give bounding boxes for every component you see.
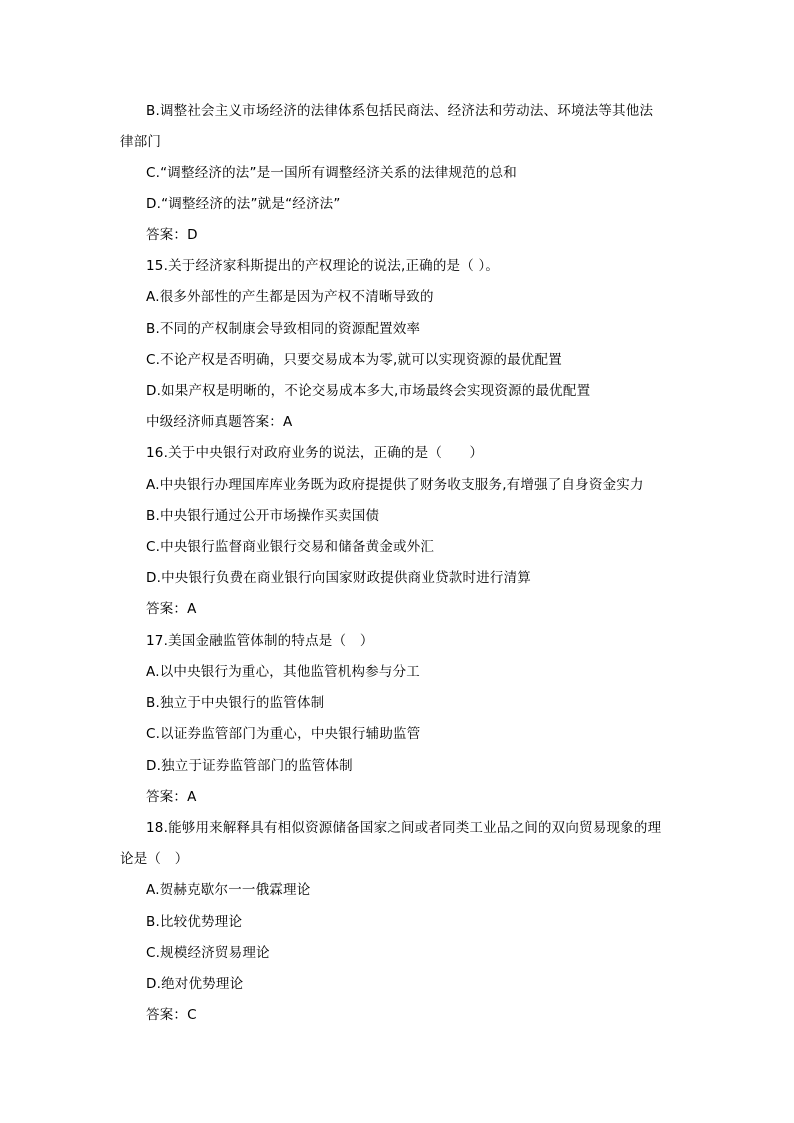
q16-option-b: B.中央银行通过公开市场操作买卖国债 [146,508,380,524]
q18-option-a: A.贺赫克歇尔一一俄霖理论 [146,882,311,898]
answer-line: 答案：D [146,227,198,243]
q16-option-d: D.中央银行负费在商业银行向国家财政提供商业贷款时进行清算 [146,570,531,586]
option-c-line: C.“调整经济的法”是一国所有调整经济关系的法律规范的总和 [146,165,518,181]
q18-option-c: C.规模经济贸易理论 [146,945,270,961]
question-18-continuation: 论是（ ） [120,851,189,867]
q18-option-d: D.绝对优势理论 [146,976,244,992]
q17-option-a: A.以中央银行为重心，其他监管机构参与分工 [146,664,420,680]
q15-option-d: D.如果产权是明晰的，不论交易成本多大,市场最终会实现资源的最优配置 [146,383,591,399]
q16-option-c: C.中央银行监督商业银行交易和储备黄金或外汇 [146,539,435,555]
question-17: 17.美国金融监管体制的特点是（ ） [146,633,374,649]
q16-answer: 答案：A [146,601,197,617]
q15-option-c: C.不论产权是否明确，只要交易成本为零,就可以实现资源的最优配置 [146,352,562,368]
q17-option-d: D.独立于证券监管部门的监管体制 [146,758,353,774]
q17-option-c: C.以证券监管部门为重心，中央银行辅助监管 [146,726,421,742]
q18-option-b: B.比较优势理论 [146,914,243,930]
q17-option-b: B.独立于中央银行的监管体制 [146,695,325,711]
option-d-line: D.“调整经济的法”就是“经济法” [146,196,341,212]
q18-answer: 答案：C [146,1007,197,1023]
option-b-line: B.调整社会主义市场经济的法律体系包括民商法、经济法和劳动法、环境法等其他法 [146,103,654,119]
option-b-continuation: 律部门 [120,134,162,150]
question-15: 15.关于经济家科斯提出的产权理论的说法,正确的是（ ）。 [146,258,500,274]
question-16: 16.关于中央银行对政府业务的说法，正确的是（ ） [146,445,484,461]
q15-answer: 中级经济师真题答案：A [146,414,293,430]
q15-option-a: A.很多外部性的产生都是因为产权不清晰导致的 [146,289,434,305]
q15-option-b: B.不同的产权制康会导致相同的资源配置效率 [146,321,421,337]
question-18: 18.能够用来解释具有相似资源储备国家之间或者同类工业品之间的双向贸易现象的理 [146,820,662,836]
q16-option-a: A.中央银行办理国库库业务既为政府提提供了财务收支服务,有增强了自身资金实力 [146,477,644,493]
q17-answer: 答案：A [146,789,197,805]
